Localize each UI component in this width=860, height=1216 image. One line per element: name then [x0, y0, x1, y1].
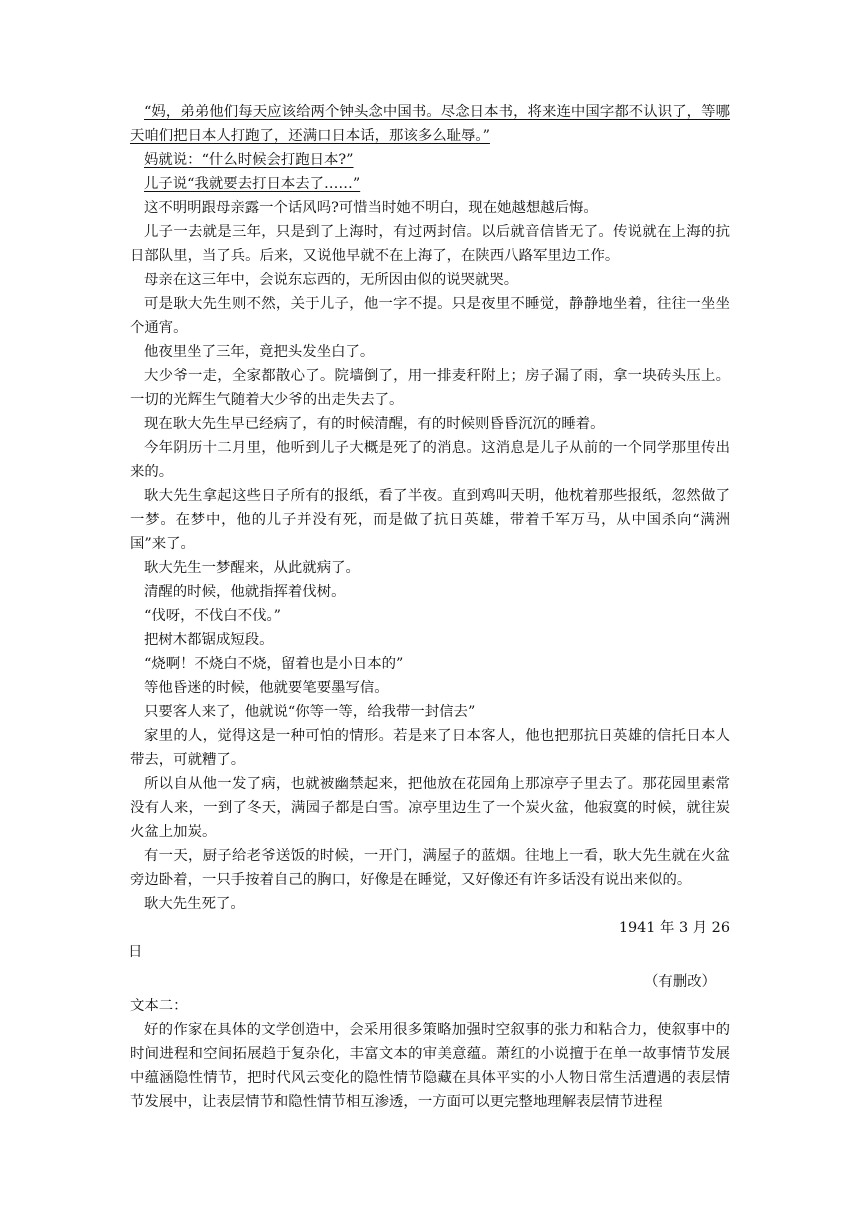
paragraph: 可是耿大先生则不然，关于儿子，他一字不提。只是夜里不睡觉，静静地坐着，往往一坐坐个通宵。: [130, 296, 730, 336]
paragraph: 大少爷一走，全家都散心了。院墙倒了，用一排麦秆附上；房子漏了雨，拿一块砖头压上。一切的光辉生气随着大少爷的出走失去了。: [130, 368, 730, 408]
paragraph: “烧啊！不烧白不烧，留着也是小日本的”: [144, 656, 404, 672]
paragraph: 耿大先生拿起这些日子所有的报纸，看了半夜。直到鸡叫天明，他枕着那些报纸，忽然做了一梦。在梦中，他的儿子并没有死，而是做了抗日英雄，带着千军万马，从中国杀向“满洲国”来了。: [130, 488, 730, 552]
paragraph: 今年阴历十二月里，他听到儿子大概是死了的消息。这消息是儿子从前的一个同学那里传出来的。: [130, 440, 730, 480]
paragraph: 好的作家在具体的文学创造中，会采用很多策略加强时空叙事的张力和粘合力，使叙事中的时间进程和空间拓展趋于复杂化，丰富文本的审美意蕴。萧红的小说擅于在单一故事情节发展中蕴涵隐性情节，把时代风云变化的隐性情节隐藏在具体平实的小人物日常生活遭遇的表层情节发展中，让表层情节和隐性情节相互渗透，一方面可以更完整地理解表层情节进程: [130, 1022, 730, 1110]
underlined-quote-1: “妈，弟弟他们每天应该给两个钟头念中国书。尽念日本书，将来连中国字都不认识了，等哪天咱们把日本人打跑了，还满口日本话，那该多么耻辱。”: [130, 104, 730, 144]
section-label: 文本二：: [130, 998, 188, 1014]
paragraph: 现在耿大先生早已经病了，有的时候清醒，有的时候则昏昏沉沉的睡着。: [144, 416, 605, 432]
paragraph: “伐呀，不伐白不伐。”: [144, 608, 282, 624]
paragraph: 儿子一去就是三年，只是到了上海时，有过两封信。以后就音信皆无了。传说就在上海的抗日部队里，当了兵。后来，又说他早就不在上海了，在陕西八路军里边工作。: [130, 224, 730, 264]
paragraph: 他夜里坐了三年，竟把头发坐白了。: [144, 344, 375, 360]
paragraph: 所以自从他一发了病，也就被幽禁起来，把他放在花园角上那凉亭子里去了。那花园里素常没有人来，一到了冬天，满园子都是白雪。凉亭里边生了一个炭火盆，他寂寞的时候，就往炭火盆上加炭。: [130, 776, 730, 840]
paragraph: 有一天，厨子给老爷送饭的时候，一开门，满屋子的蓝烟。往地上一看，耿大先生就在火盆旁边卧着，一只手按着自己的胸口，好像是在睡觉，又好像还有许多话没有说出来似的。: [130, 848, 730, 888]
date-tail: 日: [128, 944, 143, 960]
document-body: [130, 100, 730, 1114]
paragraph: 耿大先生死了。: [144, 896, 245, 912]
date-line: [130, 916, 730, 940]
paragraph: 等他昏迷的时候，他就要笔要墨写信。: [144, 680, 389, 696]
paragraph: 只要客人来了，他就说“你等一等，给我带一封信去”: [144, 704, 476, 720]
date-main: 1941 年 3 月 26: [618, 920, 730, 936]
paragraph: 清醒的时候，他就指挥着伐树。: [144, 584, 346, 600]
underlined-quote-2: 妈就说：“什么时候会打跑日本?”: [144, 152, 354, 168]
paragraph: 耿大先生一梦醒来，从此就病了。: [144, 560, 360, 576]
source-note: （有删改）: [644, 974, 716, 990]
paragraph: 把树木都锯成短段。: [144, 632, 274, 648]
paragraph: 母亲在这三年中，会说东忘西的，无所因由似的说哭就哭。: [144, 272, 519, 288]
paragraph: 这不明明跟母亲露一个话风吗?可惜当时她不明白，现在她越想越后悔。: [144, 200, 598, 216]
paragraph: 家里的人，觉得这是一种可怕的情形。若是来了日本客人，他也把那抗日英雄的信托日本人带去，可就糟了。: [130, 728, 730, 768]
underlined-quote-3: 儿子说“我就要去打日本去了……”: [144, 176, 361, 192]
